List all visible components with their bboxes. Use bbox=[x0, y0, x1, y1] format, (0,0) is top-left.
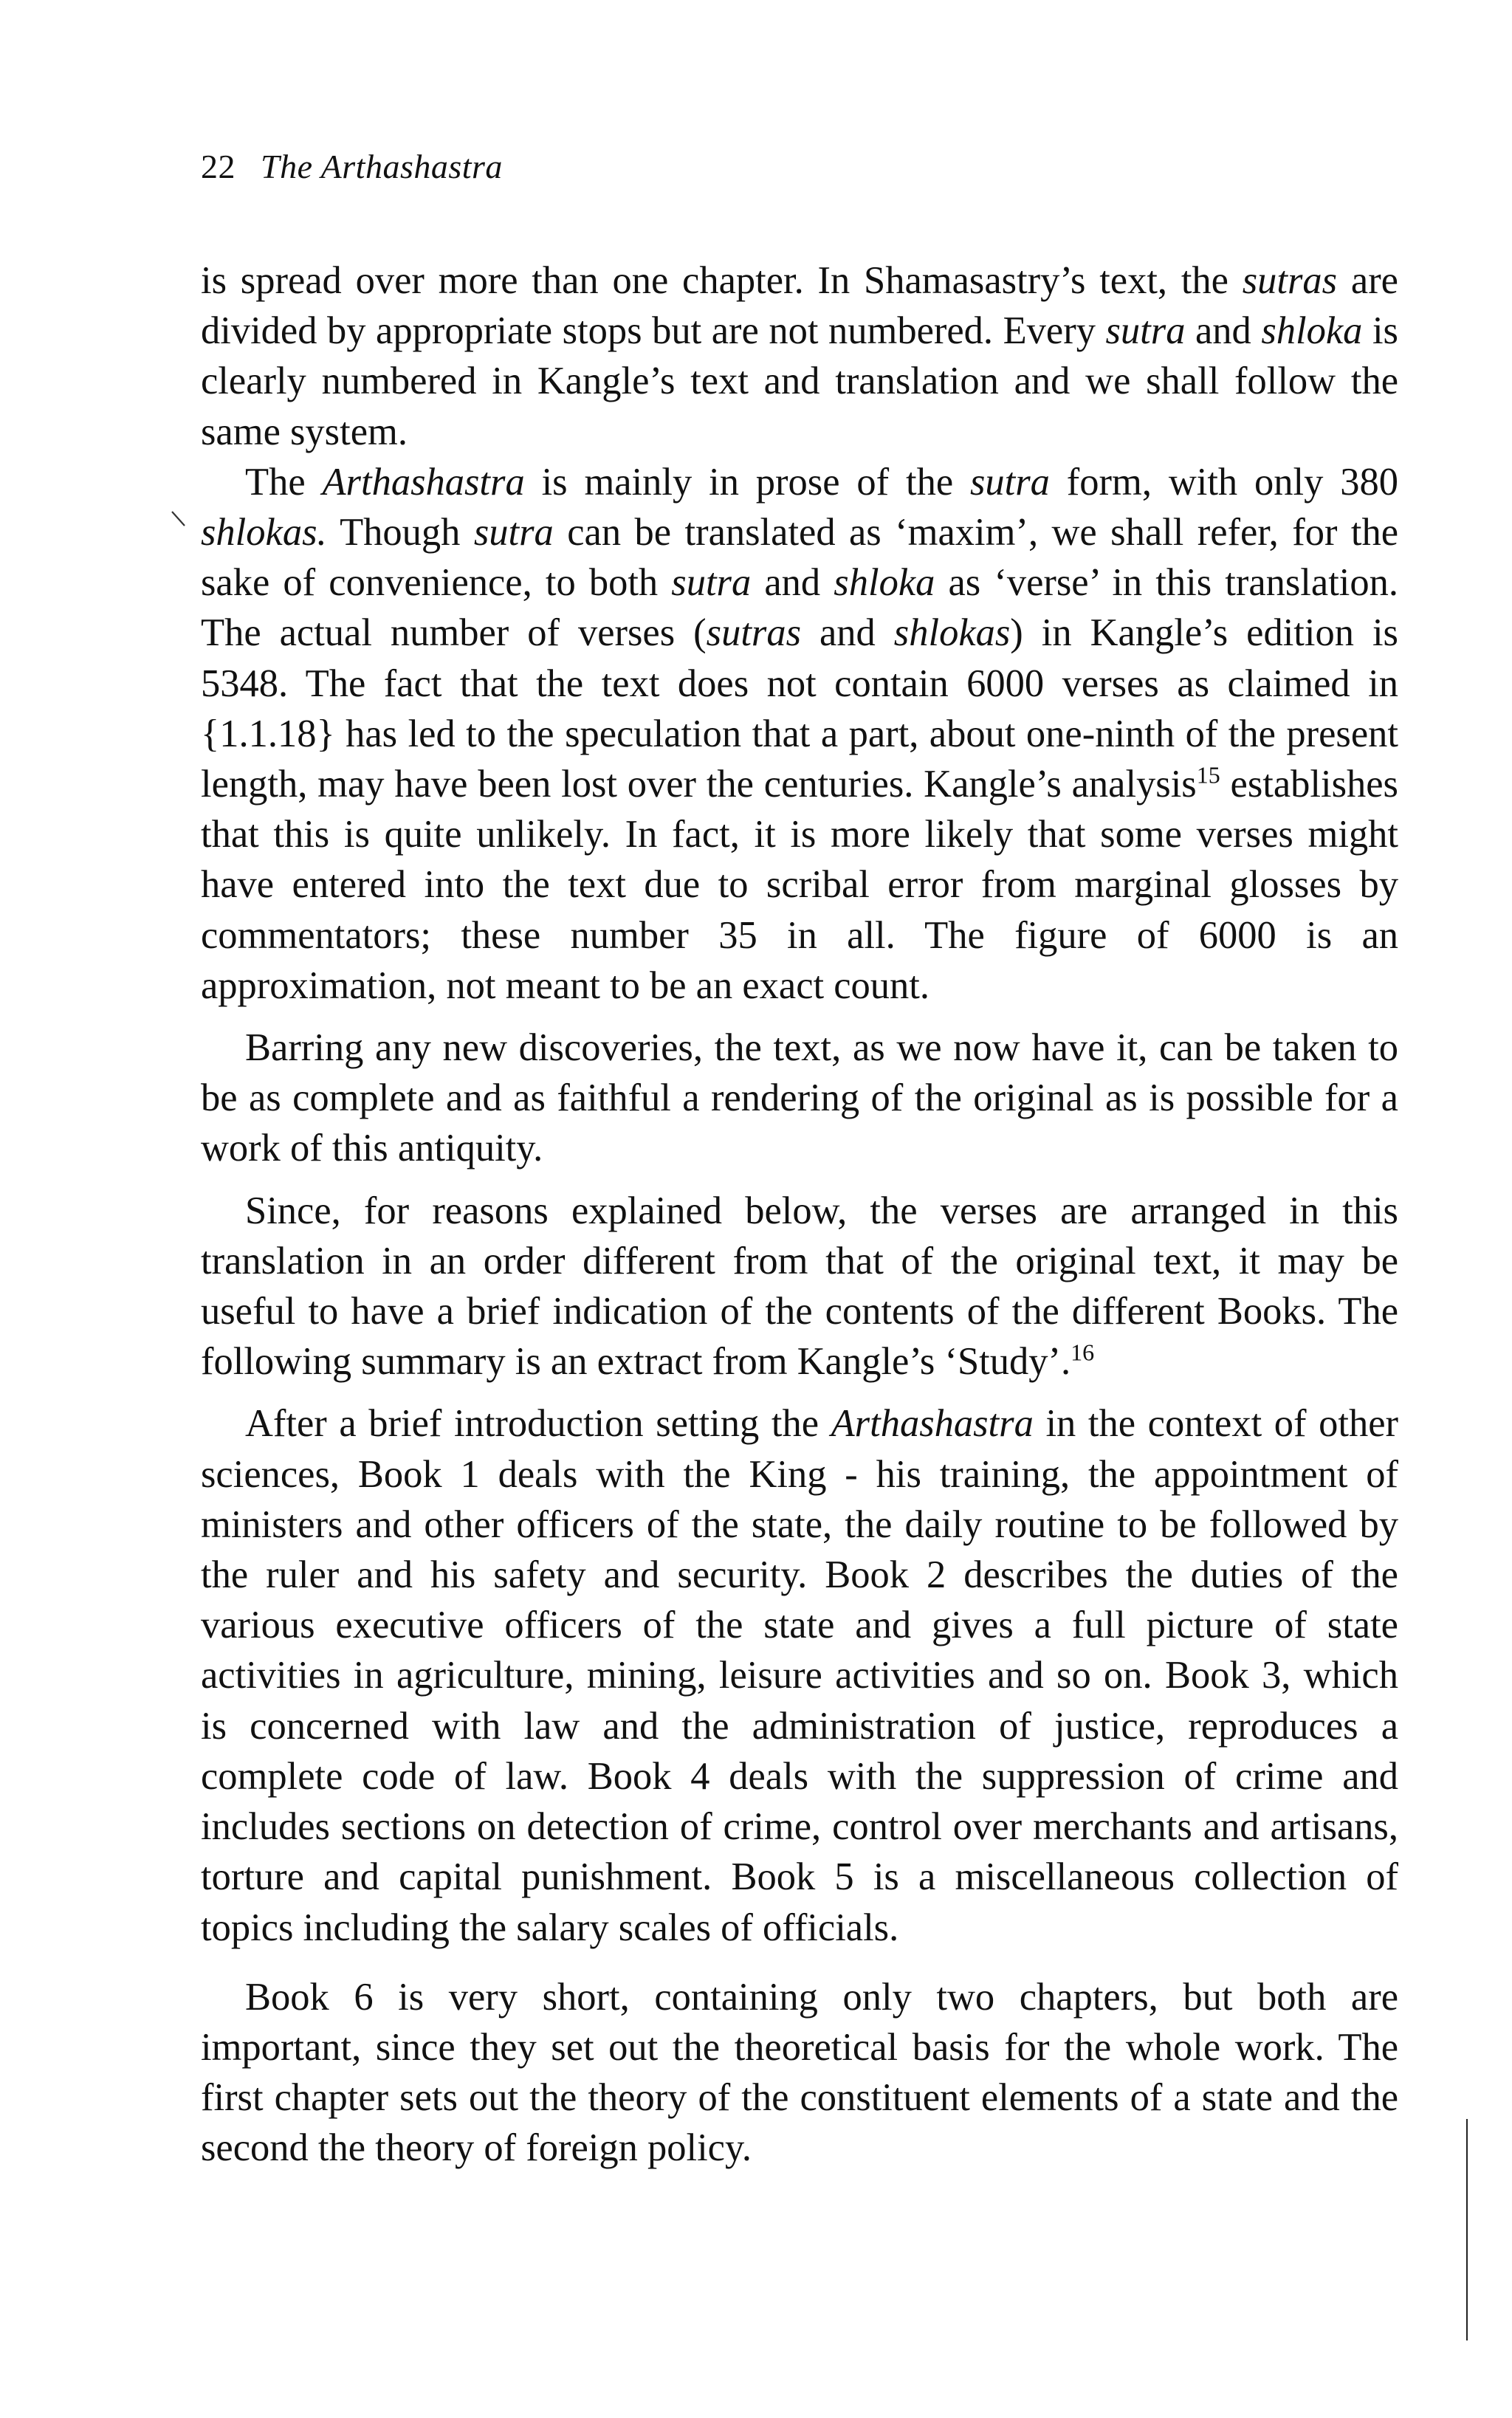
paragraph-1 bbox=[201, 255, 1398, 457]
paragraph-4 bbox=[201, 1186, 1398, 1387]
text-run: in the context of other sciences, Book 1 deals with the King - his training, the appointment of ministers and other officers of the state, the daily routine to be followed by the ruler and his safety and security. Book 2 describes the duties of the various executive officers of the state and gives a full picture of state activities in agriculture, mining, leisure activities and so on. Book 3, which is concerned with law and the administration of justice, reproduces a complete code of law. Book 4 deals with the suppression of crime and includes sections on detection of crime, control over merchants and artisans, torture and capital punishment. Book 5 is a miscellaneous collection of topics including the salary scales of officials. bbox=[201, 1402, 1398, 1949]
paragraph-5 bbox=[201, 1398, 1398, 1952]
margin-rule-line bbox=[1466, 2119, 1468, 2340]
paragraph-6 bbox=[201, 1972, 1398, 2174]
text-run: Though bbox=[326, 511, 474, 554]
body-text bbox=[201, 255, 1398, 2174]
text-run: and bbox=[1185, 309, 1262, 353]
text-run: Since, for reasons explained below, the verses are arranged in this translation in an order different from that of the original text, it may be useful to have a brief indication of the contents of the different Books. The following summary is an extract from Kangle’s ‘Study’. bbox=[201, 1189, 1398, 1384]
paragraph-2 bbox=[201, 457, 1398, 1011]
margin-tick-mark bbox=[170, 509, 188, 529]
page-number: 22 bbox=[201, 148, 236, 185]
footnote-ref: 15 bbox=[1196, 761, 1220, 789]
text-run: The bbox=[245, 460, 323, 504]
book-title: The Arthashastra bbox=[261, 148, 503, 185]
text-run: are divided by appropriate stops but are not numbered. Every bbox=[201, 259, 1398, 353]
text-run: ) in Kangle’s edition is 5348. The fact that the text does not contain 6000 verses as claimed in {1.1.18} has led to the speculation that a part, about one-ninth of the present length, may have been lost over the centuries. Kangle’s analysis bbox=[201, 611, 1398, 806]
text-run: is spread over more than one chapter. In Shamasastry’s text, the bbox=[201, 259, 1243, 302]
paragraph-3 bbox=[201, 1023, 1398, 1174]
italic-term: shlokas bbox=[893, 611, 1011, 655]
text-run: can be translated as ‘maxim’, we shall refer, for the sake of convenience, to both bbox=[201, 511, 1399, 605]
italic-term: Arthashastra bbox=[831, 1402, 1034, 1446]
italic-term: Arthashastra bbox=[322, 460, 525, 504]
italic-term: sutra bbox=[1105, 309, 1186, 353]
italic-term: shlokas. bbox=[201, 511, 327, 554]
text-run: Barring any new discoveries, the text, as we now have it, can be taken to be as complete and as faithful a rendering of the original as is possible for a work of this antiquity. bbox=[201, 1026, 1398, 1170]
text-run: establishes that this is quite unlikely. In fact, it is more likely that some verses might have entered into the text due to scribal error from marginal glosses by commentators; these number 35 in all. The figure of 6000 is an approximation, not meant to be an exact count. bbox=[201, 763, 1398, 1007]
text-run: and bbox=[801, 611, 894, 655]
italic-term: sutra bbox=[473, 511, 554, 554]
italic-term: shloka bbox=[834, 561, 935, 605]
footnote-ref: 16 bbox=[1071, 1339, 1095, 1366]
italic-term: sutras bbox=[1242, 259, 1338, 302]
italic-term: shloka bbox=[1261, 309, 1363, 353]
italic-term: sutra bbox=[969, 460, 1050, 504]
italic-term: sutras bbox=[706, 611, 802, 655]
running-head bbox=[201, 145, 503, 189]
text-run: form, with only 380 bbox=[1049, 460, 1398, 504]
text-run: is mainly in prose of the bbox=[524, 460, 970, 504]
text-run: After a brief introduction setting the bbox=[245, 1402, 831, 1446]
text-run: as ‘verse’ in this translation. The actual number of verses ( bbox=[201, 561, 1398, 655]
text-run: Book 6 is very short, containing only two chapters, but both are important, since they set out the theoretical basis for the whole work. The first chapter sets out the theory of the constituent elements of a state and the second the theory of foreign policy. bbox=[201, 1975, 1398, 2170]
text-run: is clearly numbered in Kangle’s text and translation and we shall follow the same system. bbox=[201, 309, 1398, 453]
italic-term: sutra bbox=[671, 561, 752, 605]
text-run: and bbox=[751, 561, 834, 605]
